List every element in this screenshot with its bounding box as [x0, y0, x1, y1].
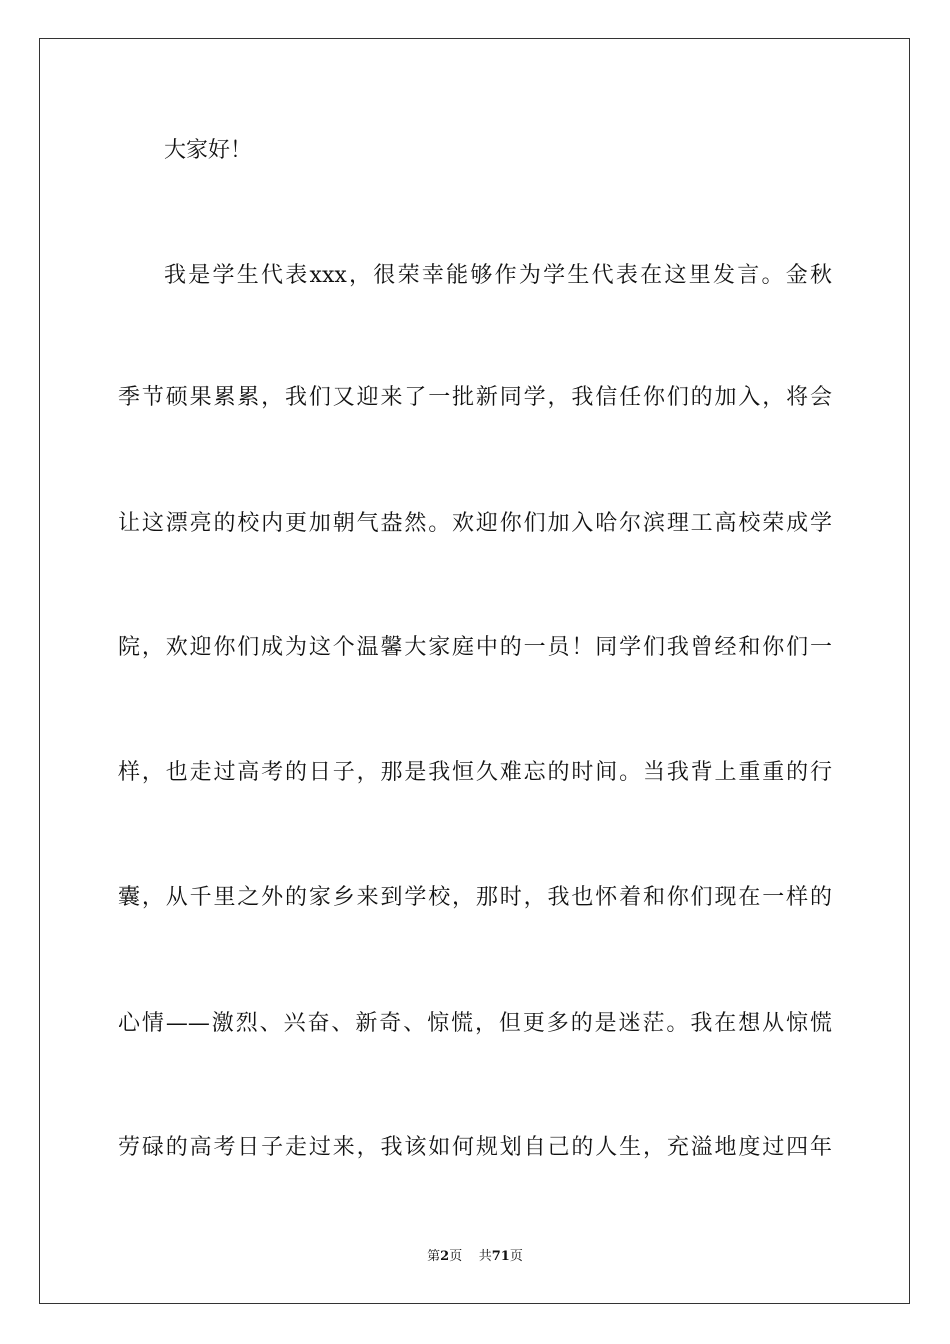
footer-total-prefix: 共 — [478, 1249, 492, 1264]
body-line-3: 让这漂亮的校内更加朝气盎然。欢迎你们加入哈尔滨理工高校荣成学 — [118, 511, 832, 536]
page-border — [39, 38, 910, 1304]
footer-prefix: 第 — [427, 1249, 441, 1264]
body-line-6: 囊，从千里之外的家乡来到学校，那时，我也怀着和你们现在一样的 — [118, 885, 832, 910]
body-line-1: 我是学生代表xxx，很荣幸能够作为学生代表在这里发言。金秋 — [164, 263, 832, 288]
footer-total-pages: 71 — [491, 1249, 510, 1264]
page-footer — [0, 1248, 950, 1266]
footer-total-suffix: 页 — [509, 1249, 523, 1264]
body-line-4: 院，欢迎你们成为这个温馨大家庭中的一员！同学们我曾经和你们一 — [118, 635, 832, 660]
body-line-2: 季节硕果累累，我们又迎来了一批新同学，我信任你们的加入，将会 — [118, 385, 832, 410]
greeting-line: 大家好！ — [164, 138, 253, 163]
body-line-8: 劳碌的高考日子走过来，我该如何规划自己的人生，充溢地度过四年 — [118, 1135, 832, 1160]
body-line-5: 样，也走过高考的日子，那是我恒久难忘的时间。当我背上重重的行 — [118, 760, 832, 785]
body-line-7: 心情——激烈、兴奋、新奇、惊慌，但更多的是迷茫。我在想从惊慌 — [118, 1011, 832, 1036]
footer-page-number: 2 — [440, 1249, 450, 1264]
footer-page-suffix: 页 — [449, 1249, 463, 1264]
